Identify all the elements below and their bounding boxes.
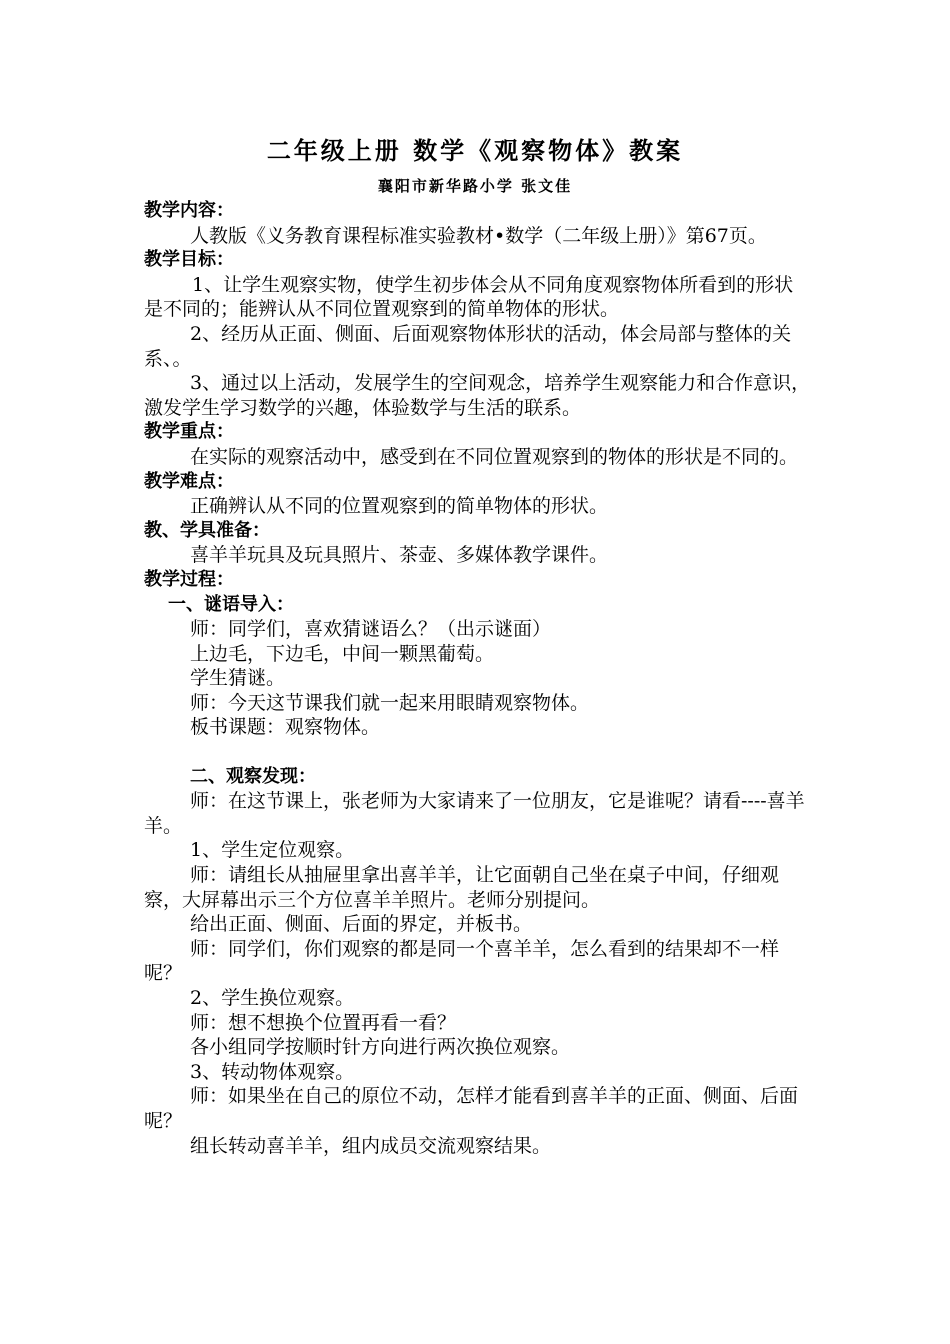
preparation-text: 喜羊羊玩具及玩具照片、茶壶、多媒体教学课件。 [190, 544, 609, 567]
heading-key-point: 教学重点： [144, 421, 234, 443]
process-line: 师：同学们，喜欢猜谜语么？（出示谜面） [190, 618, 552, 641]
blank-line [144, 740, 812, 765]
section-heading: 二、观察发现： [190, 765, 316, 787]
content-text: 人教版《义务教育课程标准实验教材•数学（二年级上册）》第67页。 [190, 224, 767, 247]
process-line: 2、学生换位观察。 [190, 987, 355, 1009]
heading-preparation: 教、学具准备： [144, 519, 270, 541]
document-title: 二年级上册 数学《观察物体》教案 [266, 136, 684, 165]
process-line: 师：同学们，你们观察的都是同一个喜羊羊，怎么看到的结果却不一样呢？ [144, 937, 780, 985]
key-point-text: 在实际的观察活动中，感受到在不同位置观察到的物体的形状是不同的。 [190, 445, 799, 468]
process-line: 师：如果坐在自己的原位不动，怎样才能看到喜羊羊的正面、侧面、后面呢？ [144, 1085, 799, 1132]
process-line: 师：想不想换个位置再看一看？ [190, 1011, 457, 1034]
section-heading: 一、谜语导入： [168, 593, 294, 615]
process-line: 组长转动喜羊羊，组内成员交流观察结果。 [190, 1134, 552, 1157]
process-line: 3、转动物体观察。 [190, 1060, 355, 1083]
heading-goals: 教学目标： [144, 249, 234, 271]
goal-item: 3、通过以上活动，发展学生的空间观念，培养学生观察能力和合作意识，激发学生学习数学的兴趣，体验数学与生活的联系。 [144, 372, 811, 419]
author-line: 襄阳市新华路小学 张文佳 [377, 177, 573, 195]
process-line: 师：今天这节课我们就一起来用眼睛观察物体。 [190, 691, 590, 714]
goal-item: 2、经历从正面、侧面、后面观察物体形状的活动，体会局部与整体的关系、。 [144, 322, 792, 370]
heading-difficulty: 教学难点： [144, 470, 234, 492]
process-line: 师：在这节课上，张老师为大家请来了一位朋友，它是谁呢？请看----喜羊羊。 [144, 790, 805, 837]
process-line: 师：请组长从抽屉里拿出喜羊羊，让它面朝自己坐在桌子中间，仔细观察，大屏幕出示三个方位喜羊羊照片。老师分别提问。 [144, 864, 780, 911]
difficulty-text: 正确辨认从不同的位置观察到的简单物体的形状。 [190, 495, 609, 518]
process-line: 各小组同学按顺时针方向进行两次换位观察。 [190, 1036, 571, 1059]
document-body [144, 199, 812, 1158]
process-line: 上边毛，下边毛，中间一颗黑葡萄。 [190, 642, 495, 665]
heading-content: 教学内容： [144, 200, 234, 221]
process-line: 1、学生定位观察。 [190, 839, 355, 862]
heading-process: 教学过程： [144, 568, 234, 590]
process-line: 学生猜谜。 [190, 667, 286, 690]
goal-item: 1、让学生观察实物，使学生初步体会从不同角度观察物体所看到的形状是不同的；能辨认从不同位置观察到的简单物体的形状。 [144, 273, 794, 321]
process-line: 给出正面、侧面、后面的界定，并板书。 [190, 913, 533, 936]
process-line: 板书课题：观察物体。 [190, 716, 381, 739]
